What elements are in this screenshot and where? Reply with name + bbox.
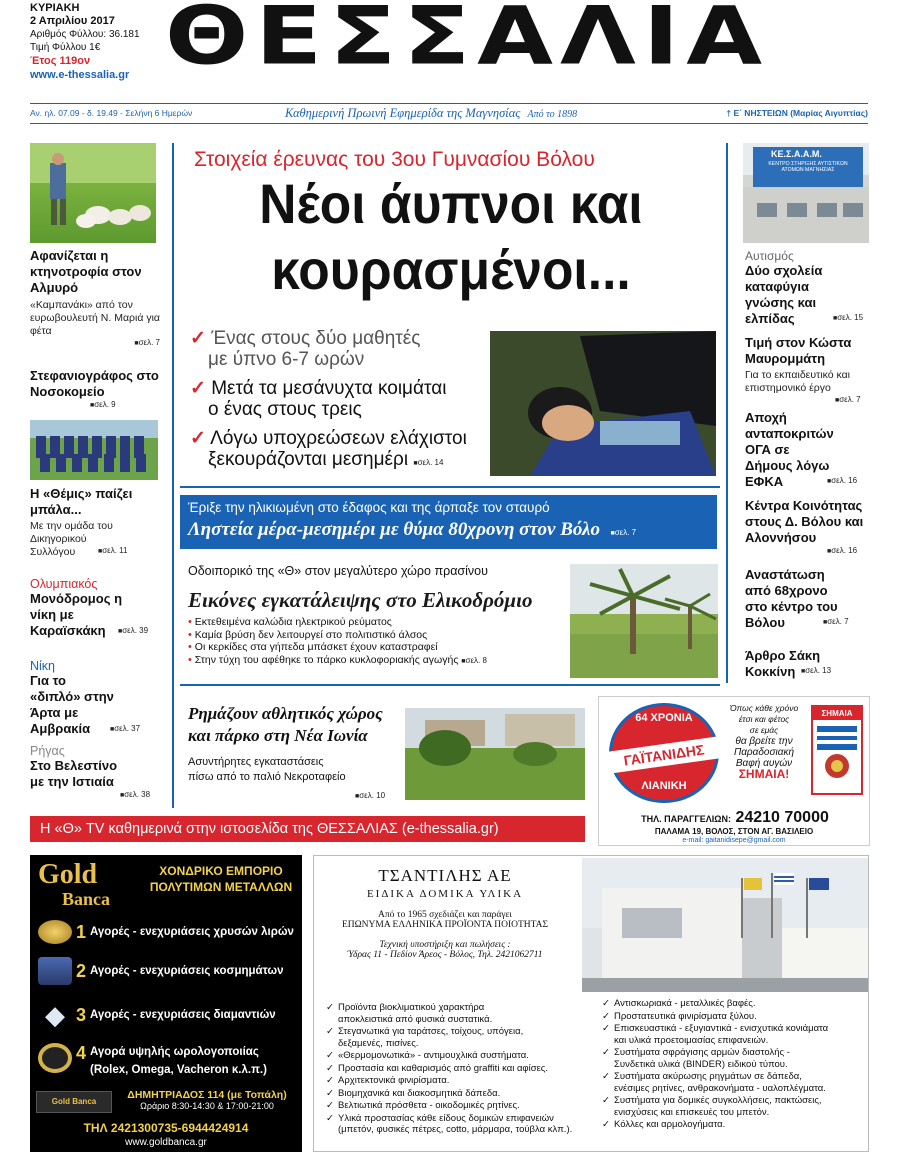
right-story-1-title: Δύο σχολεία καταφύγια γνώσης και ελπίδας <box>745 263 823 326</box>
tsantilis-right-item-text <box>614 1119 725 1131</box>
left-story-6-title: Στο Βελεστίνο με την Ιστιαία <box>30 758 118 789</box>
tsantilis-left-item <box>326 1050 596 1062</box>
egg-dye-package <box>811 705 863 795</box>
tsantilis-intro-2: ΕΠΩΝΥΜΑ ΕΛΛΗΝΙΚΑ ΠΡΟΪΟΝΤΑ ΠΟΙΟΤΗΤΑΣ <box>341 920 549 930</box>
tsantilis-ad[interactable] <box>313 855 869 1152</box>
tv-bar[interactable] <box>30 816 585 842</box>
strip-slogan <box>285 106 577 121</box>
left-story-6[interactable] <box>30 744 160 799</box>
masthead-info <box>30 2 170 82</box>
newspaper-title: ΘΕΣΣΑΛΙΑ <box>165 0 770 84</box>
helipad-bullet-3-text: Οι κερκίδες στα γήπεδα μπάσκετ έχουν καταστραφεί <box>194 641 438 653</box>
tsantilis-right-item-line: Επισκευαστικά - εξυγιαντικά - ενισχυτικά κονιάματα <box>614 1023 829 1034</box>
goldbanca-logo-1: Gold <box>38 859 98 890</box>
main-story-box <box>180 143 720 488</box>
helipad-bullet-4: • Στην τύχη του αφέθηκε το πάρκο κυκλοφοριακής αγωγής ■ σελ. 8 <box>188 654 578 669</box>
right-story-5-title: Αναστάτωση από 68χρονο στο κέντρο του Βόλου <box>745 567 838 630</box>
sleeping-student-art <box>490 331 716 476</box>
left-story-5[interactable] <box>30 659 160 736</box>
tsantilis-left-item-line: Προϊόντα βιοκλιματικού χαρακτήρα <box>338 1002 485 1013</box>
check-icon: ✓ <box>602 998 610 1009</box>
promo-line-6: Βαφή αυγών <box>735 758 793 769</box>
left-divider <box>172 143 174 808</box>
left-story-3-ref: ■ σελ. 11 <box>98 546 160 555</box>
promo-line-4: θα βρείτε την <box>735 736 793 747</box>
left-story-1-title: Αφανίζεται η κτηνοτροφία στον Αλμυρό <box>30 248 142 295</box>
gaitanidis-seal <box>609 703 719 803</box>
watch-icon <box>38 1043 72 1073</box>
left-story-3[interactable] <box>30 486 160 558</box>
goldbanca-web[interactable]: www.goldbanca.gr <box>125 1137 207 1148</box>
sheep-photo <box>30 143 156 243</box>
helipad-ref: ■ σελ. 8 <box>461 656 487 665</box>
tsantilis-left-item-line: Βιομηχανικά και διακοσμητικά δάπεδα. <box>338 1087 501 1099</box>
tsantilis-right-item-line: και υλικά προετοιμασίας επιφανειών. <box>614 1034 769 1046</box>
check-icon: ✓ <box>326 1026 334 1037</box>
tsantilis-right-list <box>602 998 870 1132</box>
nea-ionia-title-2: και πάρκο στη Νέα Ιωνία <box>188 726 368 745</box>
gaitanidis-promo <box>723 703 805 780</box>
tsantilis-right-item-text <box>614 1011 757 1023</box>
check-icon: ✓ <box>602 1095 610 1106</box>
goldbanca-ad[interactable] <box>30 855 302 1152</box>
sheep-photo-art <box>30 143 156 243</box>
phone-number[interactable]: 24210 70000 <box>735 809 829 826</box>
tsantilis-left-item-line: Υλικά προστασίας κάθε είδους δομικών επιφανειών <box>338 1112 554 1124</box>
autism-sign-title: ΚΕ.Σ.Α.Α.Μ. <box>771 149 822 159</box>
football-team-photo-art <box>30 420 158 480</box>
tsantilis-right-item-line: Προστατευτικά φινιρίσματα ξύλου. <box>614 1010 757 1022</box>
left-story-5-section: Νίκη <box>30 659 56 673</box>
masthead-date: 2 Απριλίου 2017 <box>30 15 115 27</box>
goldbanca-items <box>38 915 298 1091</box>
left-story-2-title: Στεφανιογράφος στο Νοσοκομείο <box>30 368 159 399</box>
tsantilis-support-2: Ύδρας 11 - Πεδίον Άρεος - Βόλος, Τηλ. 2421062711 <box>347 950 543 960</box>
goldbanca-item-3-text: Αγορές - ενεχυριάσεις διαμαντιών <box>90 1009 276 1021</box>
tsantilis-right-item-line: Συστήματα σφράγισης αρμών διαστολής - <box>614 1047 790 1058</box>
promo-line-7: ΣΗΜΑΙΑ! <box>738 767 790 781</box>
promo-line-3: σε εμάς <box>749 725 779 735</box>
helipad-bullets <box>188 616 578 668</box>
palm-park-photo <box>570 564 718 678</box>
right-story-2-ref: ■ σελ. 7 <box>835 395 870 404</box>
left-story-4-section: Ολυμπιακός <box>30 577 98 591</box>
right-story-6-ref: ■ σελ. 13 <box>801 666 870 675</box>
tsantilis-left-item-line: αποκλειστικά από φυσικά συστατικά. <box>338 1013 493 1025</box>
phone-label: ΤΗΛ. ΠΑΡΑΓΓΕΛΙΩΝ: <box>641 814 731 824</box>
diamond-icon: ◆ <box>45 1000 65 1030</box>
masthead-issue: Αριθμός Φύλλου: 36.181 <box>30 29 140 40</box>
gaitanidis-ring-bottom: ΛΙΑΝΙΚΗ <box>641 780 687 792</box>
tsantilis-right-item <box>602 1119 870 1131</box>
left-story-3-sub: Με την ομάδα του Δικηγορικού Συλλόγου <box>30 520 113 558</box>
goldbanca-item-2 <box>38 949 298 993</box>
goldbanca-item-4-text: Αγορά υψηλής ωρολογοποιίας <box>90 1046 259 1058</box>
masthead-strip <box>30 103 868 124</box>
tsantilis-right-item-line: Κόλλες και αρμολογήματα. <box>614 1119 726 1130</box>
sleeping-student-photo <box>490 331 716 476</box>
main-kicker: Στοιχεία έρευνας του 3ου Γυμνασίου Βόλου <box>194 148 595 171</box>
goldbanca-item-1-num: 1 <box>76 921 87 942</box>
right-story-5-ref: ■ σελ. 7 <box>823 617 870 626</box>
banner-title-text: Ληστεία μέρα-μεσημέρι με θύμα 80χρονη στον Βόλο <box>188 519 600 540</box>
goldbanca-shop-sign: Gold Banca <box>51 1097 97 1106</box>
tsantilis-factory-art <box>582 858 868 992</box>
tsantilis-left-item <box>326 1063 596 1075</box>
tsantilis-left-item <box>326 1026 596 1049</box>
check-icon: ✓ <box>190 428 206 449</box>
goldbanca-tag-1: ΧΟΝΔΡΙΚΟ ΕΜΠΟΡΙΟ <box>159 864 283 878</box>
tsantilis-left-item-text <box>338 1088 500 1100</box>
strip-feast: † Ε΄ ΝΗΣΤΕΙΩΝ (Μαρίας Αιγυπτίας) <box>726 108 868 118</box>
goldbanca-shop-photo <box>36 1091 112 1113</box>
goldbanca-tag-2: ΠΟΛΥΤΙΜΩΝ ΜΕΤΑΛΛΩΝ <box>149 880 293 894</box>
goldbanca-item-2-text: Αγορές - ενεχυριάσεις κοσμημάτων <box>90 965 284 977</box>
tsantilis-right-item-line: Συστήματα ακύρωσης ρηγμάτων σε δάπεδα, <box>614 1071 802 1082</box>
tsantilis-left-item <box>326 1002 596 1025</box>
right-story-2-sub: Για το εκπαιδευτικό και επιστημονικό έργο <box>745 369 850 394</box>
goldbanca-item-3 <box>38 993 298 1037</box>
robbery-banner[interactable] <box>180 495 717 549</box>
nea-ionia-sub-2: πίσω από το παλιό Νεκροταφείο <box>188 771 346 783</box>
strip-sun-moon: Αν. ηλ. 07.09 - δ. 19.49 - Σελήνη 6 Ημερών <box>30 108 193 118</box>
left-story-4-ref: ■ σελ. 39 <box>118 626 160 635</box>
tv-bar-text: Η «Θ» TV καθημερινά στην ιστοσελίδα της ΘΕΣΣΑΛΙΑΣ (e-thessalia.gr) <box>40 821 499 837</box>
nea-ionia-title-1: Ρημάζουν αθλητικός χώρος <box>188 704 383 723</box>
tsantilis-factory-photo <box>582 858 868 992</box>
goldbanca-item-4-num: 4 <box>76 1043 87 1063</box>
main-bullet-2-line2: ο ένας στους τρεις <box>208 399 362 420</box>
tsantilis-left-item-text <box>338 1100 520 1112</box>
helipad-bullet-2: • Καμία βρύση δεν λειτουργεί στο πολιτιστικό άλσος <box>188 628 428 641</box>
main-headline-1[interactable]: Νέοι άυπνοι και <box>259 172 643 235</box>
goldbanca-item-1 <box>38 915 298 949</box>
check-icon: ✓ <box>326 1050 334 1061</box>
goldbanca-item-4-text2: (Rolex, Omega, Vacheron κ.λ.π.) <box>90 1064 267 1076</box>
left-story-4[interactable] <box>30 577 160 638</box>
tsantilis-left-item-text <box>338 1002 492 1025</box>
tsantilis-right-item <box>602 998 870 1010</box>
tsantilis-left-item-line: δεξαμενές, πισίνες. <box>338 1037 419 1049</box>
check-icon: ✓ <box>602 1119 610 1130</box>
left-story-5-ref: ■ σελ. 37 <box>110 724 160 733</box>
check-icon: ✓ <box>190 378 206 399</box>
tsantilis-right-item <box>602 1071 870 1094</box>
helipad-bullet-2-text: Καμία βρύση δεν λειτουργεί στο πολιτιστικό άλσος <box>194 628 428 641</box>
helipad-bullet-1-text: Εκτεθειμένα καλώδια ηλεκτρικού ρεύματος <box>194 616 392 628</box>
tsantilis-left-item-line: Αρχιτεκτονικά φινιρίσματα. <box>338 1075 450 1086</box>
tsantilis-header <box>314 866 576 960</box>
right-story-6[interactable] <box>745 648 870 679</box>
right-story-3-ref: ■ σελ. 16 <box>827 476 870 485</box>
gaitanidis-brand: ΓΑΪΤΑΝΙΔΗΣ <box>607 736 721 773</box>
tsantilis-left-item-line: Στεγανωτικά για ταράτσες, τοίχους, υπόγεια, <box>338 1026 524 1037</box>
goldbanca-phone[interactable]: ΤΗΛ 2421300735-6944424914 <box>83 1121 249 1135</box>
tsantilis-intro-1: Από το 1965 σχεδιάζει και παράγει <box>378 910 512 920</box>
main-bullet-1 <box>190 328 490 370</box>
left-story-1-sub: «Καμπανάκι» από τον ευρωβουλευτή Ν. Μαριά για φέτα <box>30 299 160 337</box>
tsantilis-right-item-line: ενέσιμες ρητίνες, ανθρακονήματα - υαλοπλέγματα. <box>614 1082 826 1094</box>
main-bullet-1-line1: Ένας στους δύο μαθητές <box>211 328 421 349</box>
right-story-1-ref: ■ σελ. 15 <box>833 313 870 322</box>
right-story-4-title: Κέντρα Κοινότητας στους Δ. Βόλου και Αλοννήσου <box>745 498 864 545</box>
coins-icon <box>38 920 72 944</box>
tsantilis-right-item <box>602 1023 870 1046</box>
nea-ionia-photo <box>405 708 585 800</box>
tsantilis-right-item-text <box>614 1023 828 1046</box>
masthead-price: Τιμή Φύλλου 1€ <box>30 42 101 53</box>
gaitanidis-address: ΠΑΛΑΜΑ 19, ΒΟΛΟΣ, ΣΤΟΝ ΑΓ. ΒΑΣΙΛΕΙΟ <box>654 827 814 836</box>
gaitanidis-ad[interactable] <box>598 696 870 846</box>
goldbanca-tag <box>144 863 298 895</box>
promo-line-2: έτσι και φέτος <box>738 714 790 724</box>
goldbanca-hours: Ωράριο 8:30-14:30 & 17:00-21:00 <box>140 1101 274 1111</box>
autism-sign-text: ΚΕΝΤΡΟ ΣΤΗΡΙΞΗΣ ΑΥΤΙΣΤΙΚΩΝ ΑΤΟΜΩΝ ΜΑΓΝΗΣΙΑΣ <box>768 161 848 173</box>
check-icon: ✓ <box>326 1002 334 1013</box>
tsantilis-right-item <box>602 1047 870 1070</box>
promo-line-5: Παραδοσιακή <box>733 747 794 758</box>
tsantilis-left-item-line: «Θερμομονωτικά» - αντιμουχλικά συστήματα. <box>338 1050 529 1061</box>
banner-title <box>188 519 636 541</box>
tsantilis-left-list <box>326 1002 596 1137</box>
check-icon: ✓ <box>602 1047 610 1058</box>
helipad-bullet-3: • Οι κερκίδες στα γήπεδα μπάσκετ έχουν καταστραφεί <box>188 641 438 653</box>
gaitanidis-email[interactable]: e-mail: gaitanidisepe@gmail.com <box>682 837 786 844</box>
right-story-2-title: Τιμή στον Κώστα Μαυρομμάτη <box>745 335 852 366</box>
palm-park-art <box>570 564 718 678</box>
right-story-2[interactable] <box>745 335 870 404</box>
main-bullet-3-line2: ξεκουράζονται μεσημέρι <box>208 449 409 470</box>
main-bullets <box>190 328 490 474</box>
check-icon: ✓ <box>326 1112 334 1124</box>
package-flag-art <box>813 720 861 790</box>
helipad-kicker: Οδοιπορικό της «Θ» στον μεγαλύτερο χώρο πρασίνου <box>188 564 488 578</box>
right-story-5[interactable] <box>745 567 870 630</box>
goldbanca-item-1-text: Αγορές - ενεχυριάσεις χρυσών λιρών <box>90 926 294 938</box>
tsantilis-left-item-text <box>338 1050 529 1062</box>
left-story-6-ref: ■ σελ. 38 <box>120 790 160 799</box>
goldbanca-contact <box>114 1089 300 1111</box>
goldbanca-item-2-num: 2 <box>76 960 87 981</box>
main-bullet-3 <box>190 428 490 474</box>
left-story-4-title: Μονόδρομος η νίκη με Καραϊσκάκη <box>30 591 123 638</box>
tsantilis-right-item-line: Συστήματα για δομικές συγκολλήσεις, πακτώσεις, <box>614 1095 822 1106</box>
main-bullet-2 <box>190 378 490 420</box>
tsantilis-subtitle: ΕΙΔΙΚΑ ΔΟΜΙΚΑ ΥΛΙΚΑ <box>366 888 524 900</box>
gaitanidis-ring-top: 64 ΧΡΟΝΙΑ <box>635 712 693 724</box>
strip-slogan-text: Καθημερινή Πρωινή Εφημερίδα της Μαγνησίας <box>285 106 521 120</box>
helipad-story[interactable] <box>180 558 720 686</box>
tsantilis-right-item-text <box>614 1095 822 1118</box>
main-bullet-3-ref: ■ σελ. 14 <box>413 458 443 467</box>
gaitanidis-phone-row <box>609 809 861 827</box>
strip-since: Από το 1898 <box>527 109 578 120</box>
left-story-5-title: Για το «διπλό» στην Άρτα με Αμβρακία <box>30 673 114 736</box>
check-icon: ✓ <box>326 1075 334 1086</box>
check-icon: ✓ <box>326 1100 334 1111</box>
check-icon: ✓ <box>326 1087 334 1099</box>
banner-ref: ■ σελ. 7 <box>610 528 636 537</box>
tsantilis-left-item <box>326 1113 596 1136</box>
tsantilis-right-item-text <box>614 1071 826 1094</box>
left-story-1-ref: ■ σελ. 7 <box>30 338 160 347</box>
main-headline-2[interactable]: κουρασμένοι... <box>271 238 631 301</box>
promo-line-1: Όπως κάθε χρόνο <box>729 703 799 713</box>
tsantilis-right-item-line: Συνδετικά υλικά (BINDER) ειδικού τύπου. <box>614 1058 788 1070</box>
right-story-3[interactable] <box>745 410 870 489</box>
right-story-3-title: Αποχή ανταποκριτών ΟΓΑ σε Δήμους λόγω ΕΦΚΑ <box>745 410 834 489</box>
goldbanca-item-3-num: 3 <box>76 1004 87 1025</box>
masthead-year: Έτος 119ον <box>30 55 91 67</box>
goldbanca-address: ΔΗΜΗΤΡΙΑΔΟΣ 114 (με Τοπάλη) <box>127 1089 287 1101</box>
tsantilis-left-item-text <box>338 1026 523 1049</box>
main-bullet-3-line1: Λόγω υποχρεώσεων ελάχιστοι <box>210 428 467 449</box>
check-icon: ✓ <box>602 1010 610 1022</box>
right-story-1-section: Αυτισμός <box>745 249 794 263</box>
check-icon: ✓ <box>326 1062 334 1074</box>
check-icon: ✓ <box>190 328 206 349</box>
tsantilis-left-item <box>326 1075 596 1087</box>
tsantilis-left-item-line: Προστασία και καθαρισμός από graffiti και αφίσες. <box>338 1062 549 1074</box>
helipad-title: Εικόνες εγκατάλειψης στο Ελικοδρόμιο <box>188 588 533 612</box>
nea-ionia-art <box>405 708 585 800</box>
goldbanca-logo-2: Banca <box>62 889 111 909</box>
tsantilis-left-item-text <box>338 1063 548 1075</box>
tsantilis-right-item <box>602 1095 870 1118</box>
right-story-1[interactable] <box>745 249 870 326</box>
tsantilis-right-item-text <box>614 998 755 1010</box>
tsantilis-name: ΤΣΑΝΤΙΛΗΣ ΑΕ <box>378 866 512 885</box>
left-story-3-title: Η «Θέμις» παίζει μπάλα... <box>30 486 133 517</box>
left-story-1[interactable] <box>30 248 160 347</box>
right-divider <box>726 143 728 683</box>
right-story-4-ref: ■ σελ. 16 <box>827 546 870 555</box>
left-story-6-section: Ρήγας <box>30 744 65 758</box>
helipad-bullet-1: • Εκτεθειμένα καλώδια ηλεκτρικού ρεύματος <box>188 616 392 628</box>
tsantilis-right-item-line: Αντισκωριακά - μεταλλικές βαφές. <box>614 998 756 1009</box>
left-story-2-ref: ■ σελ. 9 <box>90 400 160 409</box>
helipad-bullet-4-text: Στην τύχη του αφέθηκε το πάρκο κυκλοφοριακής αγωγής <box>194 653 459 666</box>
tsantilis-support-1: Τεχνική υποστήριξη και πωλήσεις : <box>379 940 511 950</box>
banner-kicker: Έριξε την ηλικιωμένη στο έδαφος και της άρπαξε τον σταυρό <box>188 500 550 515</box>
tsantilis-left-item <box>326 1088 596 1100</box>
package-label: ΣΗΜΑΙΑ <box>813 707 861 720</box>
jewelry-icon <box>38 957 72 985</box>
tsantilis-left-item-text <box>338 1113 572 1136</box>
right-story-6-title: Άρθρο Σάκη Κοκκίνη <box>745 648 821 679</box>
right-story-4[interactable] <box>745 498 870 555</box>
tsantilis-left-item <box>326 1100 596 1112</box>
goldbanca-item-4-text-wrap <box>90 1043 267 1079</box>
goldbanca-item-4 <box>38 1037 298 1091</box>
tsantilis-left-item-line: (μπετόν, φυσικές πέτρες, cotto, μάρμαρα, τούβλα κλπ.). <box>338 1124 573 1135</box>
tsantilis-left-item-line: Βελτιωτικά πρόσθετα - οικοδομικές ρητίνες. <box>338 1100 520 1111</box>
check-icon: ✓ <box>602 1071 610 1082</box>
football-team-photo <box>30 420 158 480</box>
main-bullet-2-line1: Μετά τα μεσάνυχτα κοιμάται <box>211 378 447 399</box>
nea-ionia-ref: ■ σελ. 10 <box>355 791 385 800</box>
tsantilis-right-item-text <box>614 1047 790 1070</box>
autism-center-photo <box>743 143 869 243</box>
main-bullet-1-line2: με ύπνο 6-7 ωρών <box>208 349 365 370</box>
tsantilis-left-item-text <box>338 1075 449 1087</box>
masthead-site[interactable]: www.e-thessalia.gr <box>30 69 130 81</box>
masthead-day: ΚΥΡΙΑΚΗ <box>30 2 80 14</box>
check-icon: ✓ <box>602 1023 610 1034</box>
nea-ionia-sub-1: Ασυντήρητες εγκαταστάσεις <box>188 756 324 768</box>
goldbanca-logo <box>38 861 142 913</box>
nea-ionia-story[interactable] <box>180 694 590 806</box>
tsantilis-right-item-line: ενισχύσεις και επισκευές του μπετόν. <box>614 1106 770 1118</box>
tsantilis-right-item <box>602 1011 870 1023</box>
left-story-2[interactable] <box>30 368 160 409</box>
